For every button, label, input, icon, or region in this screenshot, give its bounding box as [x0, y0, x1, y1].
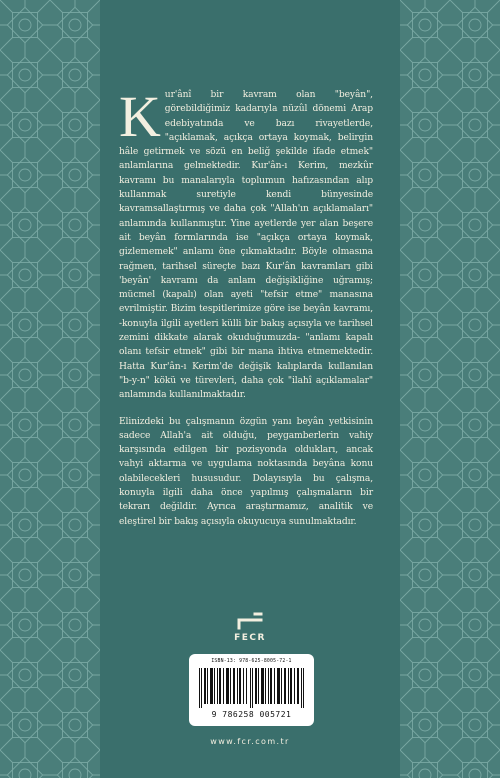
barcode-bars — [197, 668, 306, 708]
barcode-box — [189, 654, 314, 726]
drop-cap: K — [119, 84, 161, 149]
paragraph-1-text: ur'ânî bir kavram olan "beyân", görebildiğimiz kadarıyla nüzûl dönemi Arap edebiyatında ve bazı rivayetlerde, "açıklamak, açıkça ortaya koymak, belirgin hâle getirmek ve sözü en beliğ şekilde ifade etmek" anlamlarına gelmektedir. Kur'ân-ı Kerim, mezkûr kavramı bu manalarıyla toplumun hafızasından alıp kullanmak suretiyle kendi bünyesinde kavramsallaştırmış ve daha çok "Allah'ın açıklamaları" anlamında kullanmıştır. Yine ayetlerde yer alan beşere ait beyân formlarında ise "açıkça ortaya koymak, gizlememek" anlamı öne çıkmaktadır. Böyle olmasına rağmen, tarihsel süreçte bazı Kur'ân kavramları gibi 'beyân' kavramı da anlam değişikliğine uğramış; mücmel (kapalı) olan ayeti "tefsir etme" manasına evrilmiştir. Bizim tespitlerimize göre ise beyân kavramı, -konuyla ilgili ayetleri külli bir bakış açısıyla ve tarihsel zemini dikkate alarak okuduğumuzda- "anlamı kapalı olanı tefsir etmek" gibi bir mana ihtiva etmemektedir. Hatta Kur'ân-ı Kerim'de değişik kalıplarda kullanılan "b-y-n" kökü ve türevleri, daha çok "ilahî açıklamalar" anlamında kullanılmaktadır. — [119, 90, 373, 401]
back-cover-text — [119, 84, 373, 529]
paragraph-1 — [119, 84, 373, 403]
barcode-digits: 9 786258 005721 — [211, 710, 292, 719]
publisher-website[interactable]: www.fcr.com.tr — [210, 737, 290, 746]
isbn-label: ISBN-13: 978-625-8005-72-1 — [211, 659, 292, 664]
publisher-name: FECR — [234, 633, 266, 643]
paragraph-2: Elinizdeki bu çalışmanın özgün yanı beyân yetkisinin sadece Allah'a ait olduğu, peygamberlerin vahiy karşısında edilgen bir pozisyonda oldukları, ancak vahyi aktarma ve uygulama noktasında beyâna konu olabilecekleri hususudur. Dolayısıyla bu çalışma, konuyla ilgili daha önce yapılmış çalışmaların bir tekrarı değildir. Ayrıca araştırmamız, analitik ve eleştirel bir bakış açısıyla okuyucuya sunulmaktadır. — [119, 416, 373, 527]
